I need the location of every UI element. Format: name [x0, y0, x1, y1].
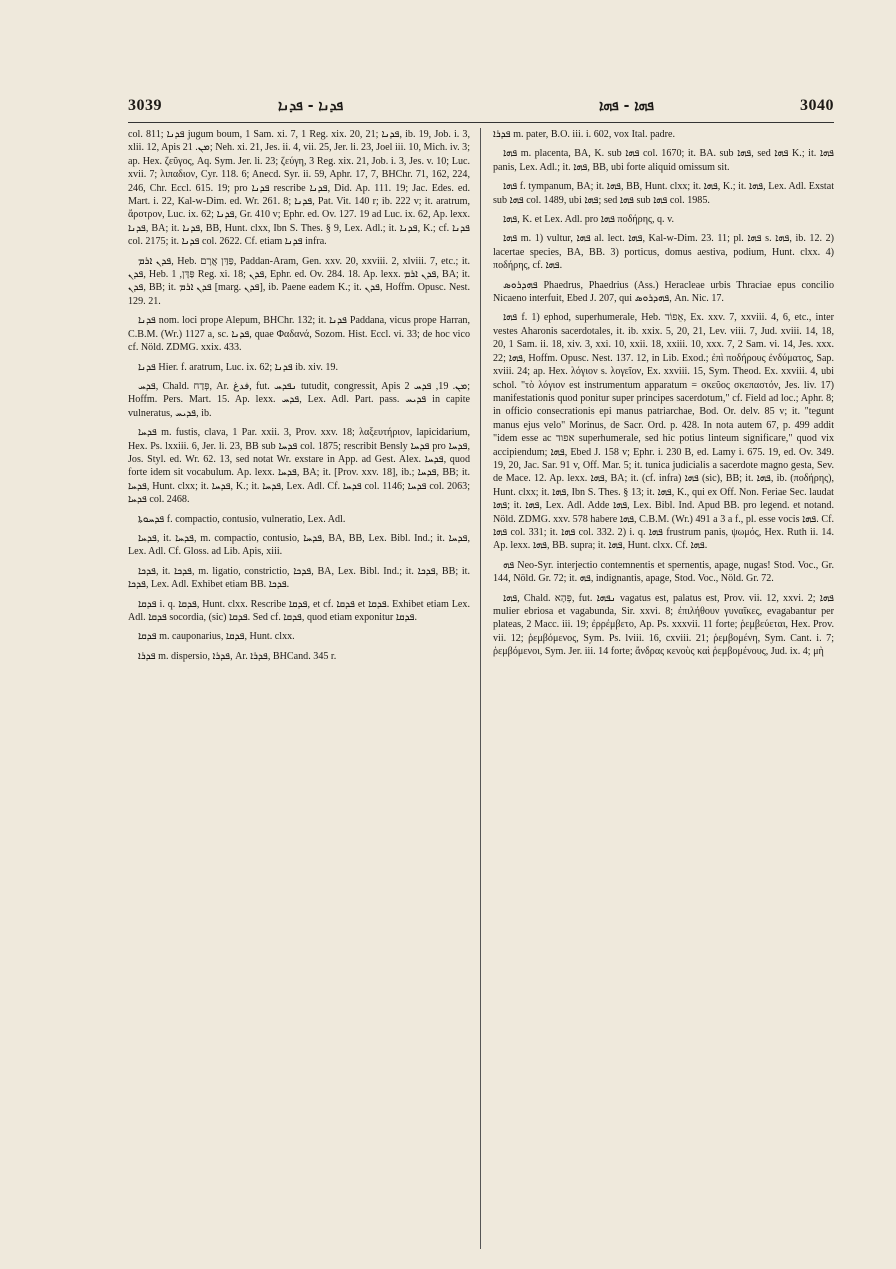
dictionary-entry: ܦܗܐ f. tympanum, BA; it. ܦܗܐ, BB, Hunt. clxx; it. ܦܗܐ, K.; it. ܦܗܐ, Lex. Adl. Exstat sub ܦܗܐ col. 1489, ubi ܦܗܐ; sed ܦܗܐ sub ܦܗܐ col. 1985.: [493, 181, 834, 206]
dictionary-entry: ܦܗܐ f. 1) ephod, superhumerale, Heb. אֵפוֹד, Ex. xxv. 7, xxviii. 4, 6, etc., inter vestes Aharonis sacerdotales, it. ib. xxix. 5, 20, 21, Lev. viii. 7, Jud. xviii. 14, 18, 20, 1 Sam. ii. 18, xiv. 3, xxi. 10, xxii. 18, xxiii. 10, xxx. 7, 2 Sam. vi. 14, Jes. xxx. 22; ܦܗܐ, Hoffm. Opusc. Nest. 137. 12, in Lib. Exod.; ἐπὶ ποδήρους ἐνδύματος, Sap. xviii. 24; ap. Hex. λόγιον s. λογεῖον, Ex. xxviii. 15, Sym. Theod. Ex. xxviii. 4, ubi schol. "τὸ λόγιον est instrumentum apparatum = σκεῦος σκεπαστόν, Jes. liv. 17) manifestationis quod ponitur super principes sacerdotum," cf. Field ad loc.; Aphr. 8; in officio consecrationis epi manus patriarchae, Bod. Or. delv. 85 v; it. "tegunt manus ejus velo" Morinus, de Sacr. Ord. p. 428. In nota autem 67, p. 499 addit "idem esse ac אפוד superhumerale, sed hic potius linteum significare," quod vix accipiendum; ܦܗܐ, Ebed J. 158 v; Ephr. i. 230 B, ed. Lamy i. 675. 19, ed. Ov. 349. 19, 20, Jac. Sar. 91 v, Off. Mar. 5; it. tunica judicialis a sacerdote magno gesta, Sev. de Mace. 12. Ap. lexx. ܦܗܐ, BA; it. (cf. infra) ܦܗܐ (sic), BB; it. ܦܗܐ, ib. (ποδήρης), Hunt. clxx; it. ܦܗܐ, Ibn S. Thes. § 13; it. ܦܗܐ, K., qui ex Off. Non. Feriae Sec. laudat ܦܗܐ; it. ܦܗܐ, Lex. Adl. Adde ܦܗܐ, Lex. Bibl. Ind. Apud BB. pro legend. et notand. Nöld. ZDMG. xxv. 578 habere ܦܗܐ, C.B.M. (Wr.) 491 a 3 a f., pl. esse vocis ܦܗܐ. Cf. ܦܗܐ col. 331; it. ܦܗܐ col. 332. 2) i. q. ܦܗܐ frustrum panis, ψωμός, Hex. Ruth ii. 14. Ap. lexx. ܦܗܐ, BB. supra; it. ܦܗܐ, Hunt. clxx. Cf. ܦܗܐ.: [493, 312, 834, 552]
dictionary-entry: ܦܕܪܐ m. pater, B.O. iii. i. 602, vox Ital. padre.: [493, 129, 676, 140]
dictionary-entry: ܦܗ Neo-Syr. interjectio contemnentis et spernentis, apage, nugas! Stod. Voc., Gr. 144, Nöld. Gr. 72; it. ܦܗ, indignantis, apage, Stod. Voc., Nöld. Gr. 72.: [493, 559, 834, 585]
dictionary-entry: ܦܕܚܐ, it. ܦܕܚܐ, m. compactio, contusio, ܦܕܚܐ, BA, BB, Lex. Bibl. Ind.; it. ܦܕܚܐ, Lex. Adl. Cf. Gloss. ad Lib. Apis, xiii.: [128, 532, 471, 558]
dictionary-entry: ܦܗܐ m. placenta, BA, K. sub ܦܗܐ col. 1670; it. BA. sub ܦܗܐ, sed ܦܗܐ K.; it. ܦܗܐ panis, Lex. Adl.; it. ܦܗܐ, BB, ubi forte aliquid omissum sit.: [493, 148, 834, 173]
dictionary-entry: ܦܕܩܐ i. q. ܦܕܩܐ, Hunt. clxx. Rescribe ܦܕܩܐ, et cf. ܦܕܩܐ et ܦܕܩܐ. Exhibet etiam Lex. Adl. ܦܕܩܐ socordia, (sic) ܦܕܩܐ. Sed cf. ܦܕܩܐ, quod etiam exponitur ܦܕܩܐ.: [128, 598, 470, 623]
right-column: [481, 128, 834, 1249]
right-column-number: 3040: [800, 97, 834, 114]
dictionary-entry: ܦܕܚܘܬܐ f. compactio, contusio, vulneratio, Lex. Adl.: [138, 513, 346, 525]
page-header: [128, 92, 834, 120]
header-rule: [128, 122, 834, 123]
dictionary-entry: col. 811; ܦܕܢܐ jugum boum, 1 Sam. xi. 7, 1 Reg. xix. 20, 21; ܦܕܢܐ, ib. 19, Job. i. 3, xlii. 12, Apis ܡܢ. 21; Neh. xi. 21, Jes. ii. 4, vii. 25, Jer. li. 23, Joel iii. 10, Mich. iv. 3; ap. Hex. ζεῦγος, Aq. Sym. Jer. li. 23; ζεύγη, 3 Reg. xix. 21, Job. i. 3, Jes. v. 10; Luc. xvii. 7; λιπαδιον, Cyr. 118. 6; Anecd. Syr. ii. 59, Aphr. 17, 7, BHChr. 71, 162, 224, 246, Chr. Eccl. 615. 19; pro ܦܕܢܐ rescribe ܦܕܢܐ, Did. Ap. 111. 19; Jac. Edes. ed. Mart. i. 22, Kal-w-Dim. ed. Wr. 261. 8; ܦܕܢܐ, Pat. Vit. 140 r; ib. 222 v; it. aratrum, ἄροτρον, Luc. ix. 62; ܦܕܢܐ, Gr. 410 v; Ephr. ed. Ov. 127. 19 ad Luc. ix. 62, Ap. lexx. ܦܕܢܐ, BA; it. ܦܕܢܐ, BB, Hunt. clxx, Ibn S. Thes. § 9, Lex. Adl.; it. ܦܕܢܐ, K.; cf. ܦܕܢܐ col. 2175; it. ܦܕܢܐ col. 2622. Cf. etiam ܦܕܢܐ infra.: [128, 129, 471, 248]
text-columns: [128, 128, 834, 1249]
dictionary-entry: ܦܕܚ, Chald. פְּדַח, Ar. فدغ, fut. ܢܦܕܚ tutudit, congressit, Apis ܡܢ. 19, ܦܕܚ 2; Hoffm. Pers. Mart. 15. Ap. lexx. ܦܕܚ, Lex. Adl. Part. pass. ܦܕܝܚ in capite vulneratus, ܦܕܝܚ, ib.: [128, 380, 471, 419]
dictionary-entry: ܦܕܩܐ m. cauponarius, ܦܕܩܐ, Hunt. clxx.: [138, 631, 295, 643]
dictionary-entry: ܦܗܐ m. 1) vultur, ܦܗܐ al. lect. ܦܗܐ, Kal-w-Dim. 23. 11; pl. ܦܗܐ s. ܦܗܐ, ib. 12. 2) lacertae species, BA, BB. 3) porticus, domus aestiva, podium, Hunt. clxx. 4) ποδήρης, cf. ܦܗܐ.: [493, 233, 834, 272]
dictionary-entry: ܦܗܕܪܘܣ Phaedrus, Phaedrius (Ass.) Heracleae urbis Thraciae epus concilio Nicaeno interfuit, Ebed J. 207, qui ܦܗܕܪܘܣ, An. Nic. 17.: [493, 279, 834, 305]
dictionary-entry: ܦܕܢܐ nom. loci prope Alepum, BHChr. 132; it. ܦܕܢܐ Paddana, vicus prope Harran, C.B.M. (Wr.) 1127 a, sc. ܦܕܢܐ, quae Φαδανά, Sozom. Hist. Eccl. vi. 33; de hoc vico cf. Nöld. ZDMG. xxix. 433.: [128, 315, 470, 354]
dictionary-entry: ܦܕܚܐ m. fustis, clava, 1 Par. xxii. 3, Prov. xxv. 18; λαξευτήριον, lapicidarium, Hex. Ps. lxxiii. 6, Jer. li. 23, BB sub ܦܕܚܐ col. 1875; rescribit Bensly ܦܕܚܐ pro ܦܕܚܐ, Jos. Styl. ed. Wr. 62. 13, sed notat Wr. exstare in App. ad Gest. Alex. ܦܕܚܐ, quod forte idem sit vocabulum. Ap. lexx. ܦܕܚܐ, BA; it. [Prov. xxv. 18], ib.; ܦܕܚܐ, BB; it. ܦܕܚܐ, Hunt. clxx; it. ܦܕܚܐ, K.; it. ܦܕܚܐ, Lex. Adl. Cf. ܦܕܚܐ col. 1146; ܦܕܚܐ col. 2063; ܦܕܚܐ col. 2468.: [128, 427, 470, 506]
dictionary-entry: ܦܕܢ ܐܪܡ, Heb. פַּדַּן אֲרָם, Paddan-Aram, Gen. xxv. 20, xxviii. 2, xlviii. 7, etc.; it. ܦܕܢ, Heb. פַּדָּן, 1 Reg. xi. 18; ܦܕܢ, Ephr. ed. Ov. 284. 18. Ap. lexx. ܦܕܢ ܐܪܡ, BA; it. ܦܕܢ, BB; it. ܦܕܢ ܐܪܡ [marg. ܦܕܢ], ib. Paene eadem K.; it. ܦܕܢ, Hoffm. Opusc. Nest. 129. 21.: [128, 255, 471, 307]
left-running-head: ܦܕܢܐ - ܦܕܢܐ: [278, 98, 344, 114]
dictionary-entry: ܦܗܐ, Chald. פְּהָא, fut. ܢܦܗܐ vagatus est, palatus est, Prov. vii. 12, xxvi. 2; ܦܗܐ mulier ebriosa et vagabunda, Sir. xxvi. 8; ἐπιλήθουν γυναῖκες, evagabantur per plateas, 2 Macc. iii. 19; ἐρρέμβετο, Ap. Ps. xxxvii. 11 forte; ῥεμβεύεται, Hex. Prov. vii. 12; ῥεμβόμενος, Sym. Ps. lviii. 16, cxviii. 21; ῥεμβομένη, Sym. Cant. i. 7; ῥεμβόμενοι, Sym. Jer. iii. 14 forte; ἄνδρας κενοὺς καὶ ῥεμβομένους, Jud. ix. 4; μὴ: [493, 592, 834, 658]
dictionary-entry: ܦܕܟܐ, it. ܦܕܟܐ, m. ligatio, constrictio, ܦܕܟܐ, BA, Lex. Bibl. Ind.; it. ܦܕܟܐ, BB; it. ܦܕܟܐ, Lex. Adl. Exhibet etiam BB. ܦܕܟܐ.: [128, 565, 470, 591]
dictionary-entry: ܦܕܪܐ m. dispersio, ܦܕܪܐ, Ar. ܦܕܪܐ, BHCand. 345 r.: [138, 650, 337, 662]
dictionary-entry: ܦܕܢܐ Hier. f. aratrum, Luc. ix. 62; ܦܕܢܐ ib. xiv. 19.: [138, 361, 338, 373]
dictionary-entry: ܦܗܐ, K. et Lex. Adl. pro ܦܗܐ ποδήρης, q. v.: [503, 214, 675, 226]
right-running-head: ܦܗܐ - ܦܗܐ: [599, 98, 654, 114]
left-column-number: 3039: [128, 97, 162, 114]
left-column: [128, 128, 481, 1249]
